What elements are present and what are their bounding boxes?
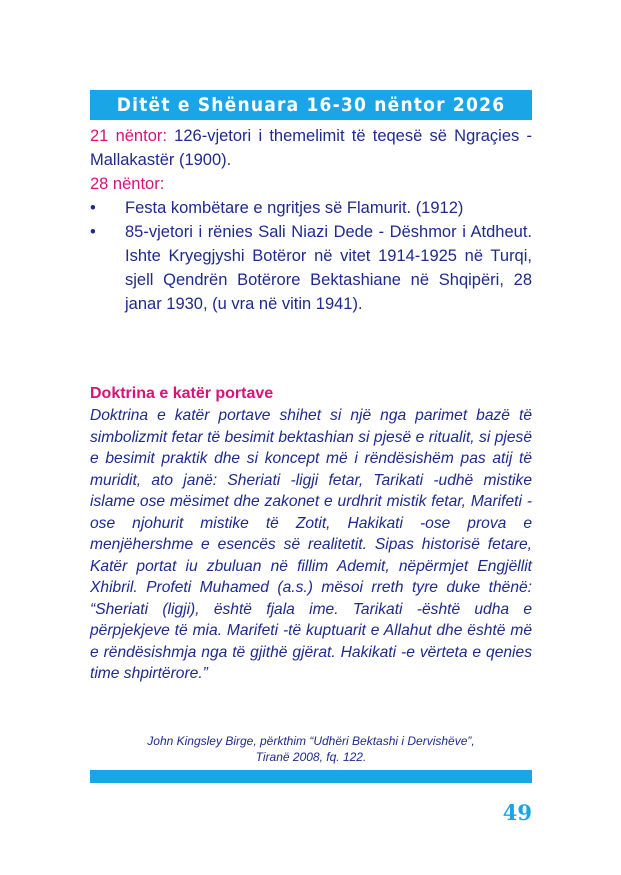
bullet-list [90,196,532,316]
page-number: 49 [502,800,532,825]
bullet-icon: • [90,223,96,241]
citation-line: John Kingsley Birge, përkthim “Udhëri Bektashi i Dervishëve”, [147,734,475,748]
marked-dates-section [90,124,532,316]
list-item [90,220,532,316]
list-item-text: Festa kombëtare e ngritjes së Flamurit. (1912) [125,199,464,217]
citation-line: Tiranë 2008, fq. 122. [255,750,367,764]
section-heading: Doktrina e katër portave [90,385,274,402]
citation [90,733,532,765]
date-label: 28 nëntor: [90,175,165,193]
page-title: Ditët e Shënuara 16-30 nëntor 2026 [116,94,506,116]
section-body: Doktrina e katër portave shihet si një nga parimet bazë të simbolizmit fetar të besimit bektashian si pjesë e ritualit, si pjesë e besimit praktik dhe si koncept më i rëndësishëm pas atij të muridit, ato janë: Sheriati -ligji fetar, Tarikati -udhë mistike islame ose mësimet dhe zakonet e urdhrit mistik fetar, Marifeti -ose njohurit mistike të Zotit, Hakikati -ose prova e menjëhershme e esencës së realitetit. Sipas historisë fetare, Katër portat iu zbuluan në fillim Ademit, nëpërmjet Engjëllit Xhibril. Profeti Muhamed (a.s.) mësoi rreth tyre duke thënë: “Sheriati (ligji), është fjala ime. Tarikati -është udha e përpjekjeve të mia. Marifeti -të kuptuarit e Allahut dhe është më e rëndësishmja nga të gjithë gjërat. Hakikati -e vërteta e qenies time shpirtërore.” [90,407,532,682]
header-banner [90,90,532,120]
list-item-text: 85-vjetori i rënies Sali Niazi Dede - Dëshmor i Atdheut. Ishte Kryegjyshi Botëror në vitet 1914-1925 në Turqi, sjell Qendrën Botërore Bektashiane në Shqipëri, 28 janar 1930, (u vra në vitin 1941). [125,223,532,313]
date-description: 126-vjetori i themelimit të teqesë së Ngraçies - Mallakastër (1900). [90,127,532,169]
footer-bar [90,770,532,783]
date-label: 21 nëntor: [90,127,167,145]
bullet-icon: • [90,199,96,217]
date-entry-21-november [90,124,532,172]
list-item [90,196,532,220]
